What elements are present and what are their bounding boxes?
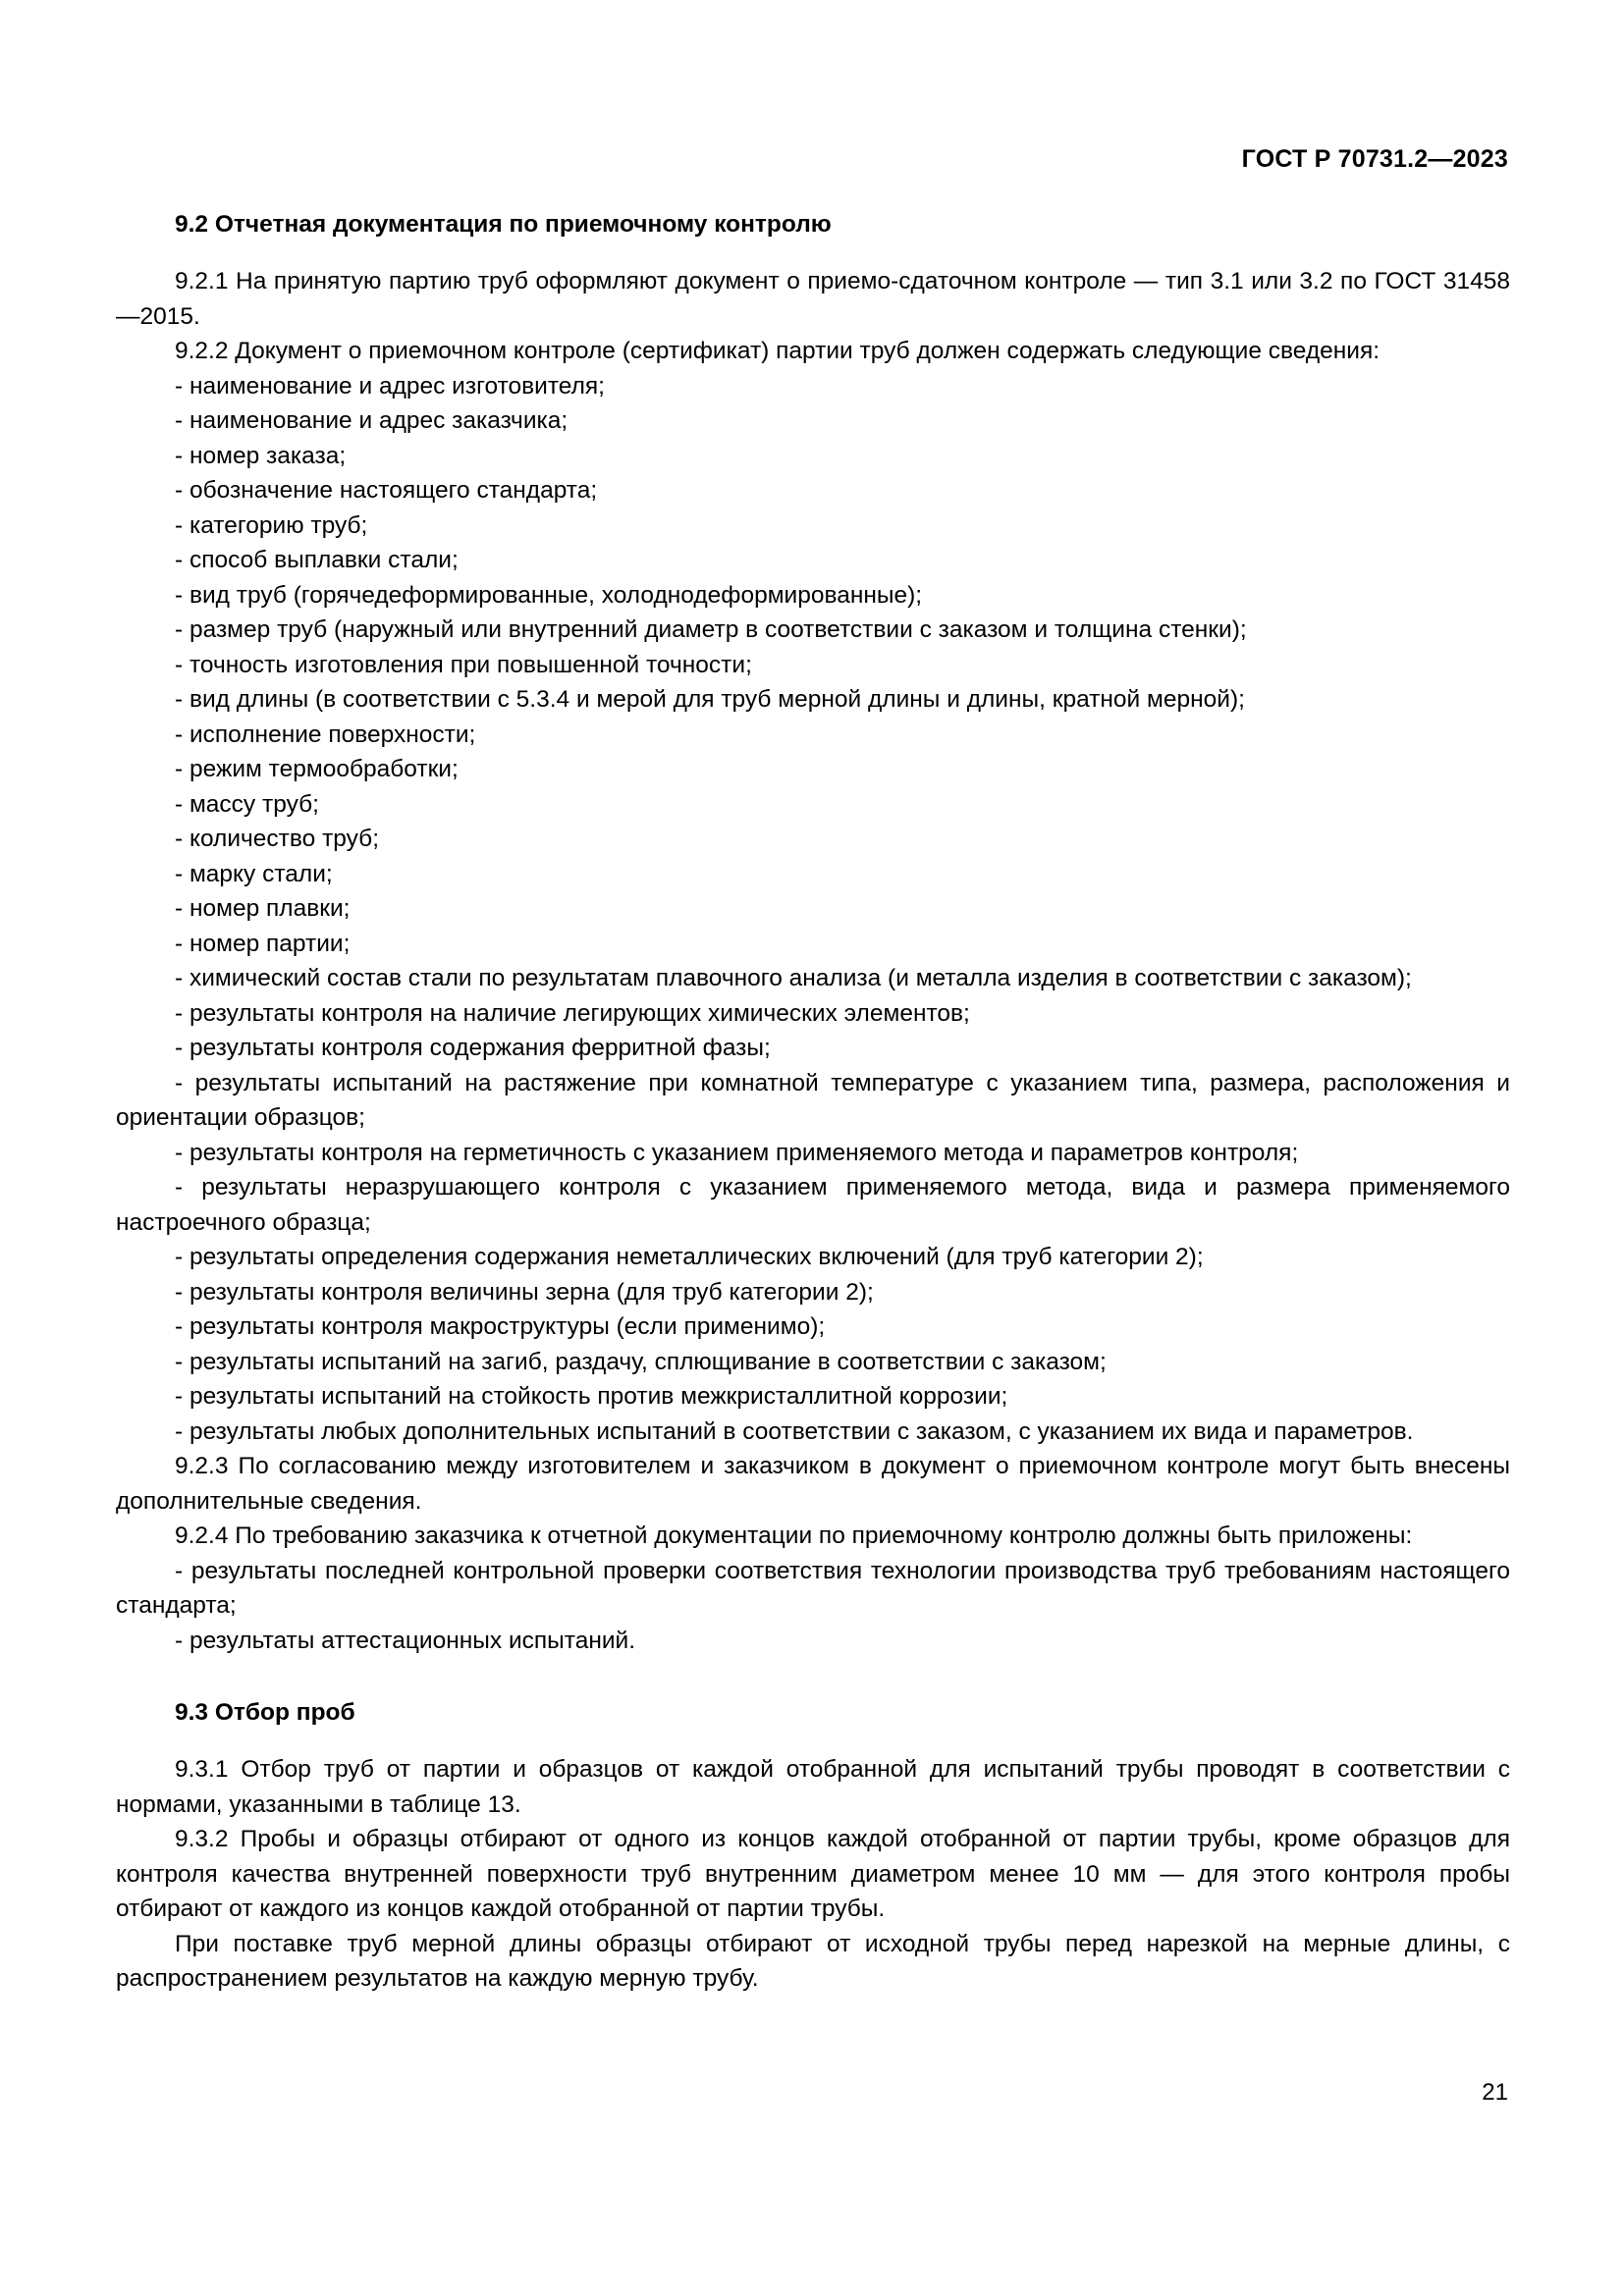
list-item: - результаты контроля макроструктуры (если применимо);: [175, 1313, 826, 1340]
paragraph-9-2-4: 9.2.4 По требованию заказчика к отчетной документации по приемочному контролю должны быть приложены:: [175, 1522, 1413, 1549]
paragraph-9-2-1: 9.2.1 На принятую партию труб оформляют документ о приемо-сдаточном контроле — тип 3.1 или 3.2 по ГОСТ 31458—2015.: [116, 268, 1510, 330]
list-item: - результаты контроля на герметичность с указанием применяемого метода и параметров контроля;: [175, 1139, 1299, 1166]
list-item: - наименование и адрес заказчика;: [175, 407, 568, 434]
list-item: - результаты определения содержания неметаллических включений (для труб категории 2);: [175, 1244, 1204, 1270]
list-item: - результаты аттестационных испытаний.: [175, 1627, 636, 1654]
list-item: - режим термообработки;: [175, 756, 459, 782]
page-header-standard-number: ГОСТ Р 70731.2—2023: [1241, 145, 1508, 173]
paragraph-9-3-1: 9.3.1 Отбор труб от партии и образцов от каждой отобранной для испытаний трубы проводят в соответствии с нормами, указанными в таблице 13.: [116, 1756, 1510, 1818]
list-item: - результаты испытаний на растяжение при комнатной температуре с указанием типа, размера, расположения и ориентации образцов;: [116, 1069, 1510, 1131]
reporting-attachments-list: [116, 1554, 1510, 1659]
list-item: - категорию труб;: [175, 511, 368, 539]
list-item: - номер партии;: [175, 930, 351, 957]
list-item: - номер заказа;: [175, 442, 347, 469]
list-item: - химический состав стали по результатам плавочного анализа (и металла изделия в соответствии с заказом);: [175, 965, 1412, 991]
document-body: [116, 211, 1510, 1997]
list-item: - номер плавки;: [175, 895, 351, 922]
list-item: - массу труб;: [175, 790, 319, 818]
list-item: - результаты контроля на наличие легирующих химических элементов;: [175, 999, 970, 1027]
certificate-content-list: [116, 369, 1510, 1450]
list-item: - точность изготовления при повышенной точности;: [175, 651, 752, 678]
list-item: - обозначение настоящего стандарта;: [175, 477, 598, 504]
page-number: 21: [1482, 2079, 1508, 2106]
list-item: - размер труб (наружный или внутренний диаметр в соответствии с заказом и толщина стенки);: [175, 616, 1247, 643]
list-item: - результаты контроля величины зерна (для труб категории 2);: [175, 1278, 874, 1306]
list-item: - наименование и адрес изготовителя;: [175, 372, 605, 400]
list-item: - количество труб;: [175, 826, 379, 852]
paragraph-9-2-2: 9.2.2 Документ о приемочном контроле (сертификат) партии труб должен содержать следующие сведения:: [175, 338, 1380, 364]
list-item: - вид труб (горячедеформированные, холоднодеформированные);: [175, 581, 923, 609]
list-item: - результаты последней контрольной проверки соответствия технологии производства труб требованиям настоящего стандарта;: [116, 1557, 1510, 1619]
list-item: - результаты любых дополнительных испытаний в соответствии с заказом, с указанием их вида и параметров.: [175, 1417, 1414, 1445]
paragraph-9-2-3: 9.2.3 По согласованию между изготовителем и заказчиком в документ о приемочном контроле могут быть внесены дополнительные сведения.: [116, 1453, 1510, 1515]
list-item: - способ выплавки стали;: [175, 547, 459, 573]
list-item: - результаты контроля содержания ферритной фазы;: [175, 1035, 771, 1061]
list-item: - результаты неразрушающего контроля с указанием применяемого метода, вида и размера применяемого настроечного образца;: [116, 1174, 1510, 1236]
section-heading-9-3: 9.3 Отбор проб: [175, 1699, 355, 1726]
paragraph-9-3-2-note: При поставке труб мерной длины образцы отбирают от исходной трубы перед нарезкой на мерные длины, с распространением результатов на каждую мерную трубу.: [116, 1930, 1510, 1992]
list-item: - вид длины (в соответствии с 5.3.4 и мерой для труб мерной длины и длины, кратной мерной);: [175, 686, 1245, 713]
list-item: - результаты испытаний на стойкость против межкристаллитной коррозии;: [175, 1383, 1008, 1410]
paragraph-9-3-2: 9.3.2 Пробы и образцы отбирают от одного из концов каждой отобранной от партии трубы, кроме образцов для контроля качества внутренней поверхности труб внутренним диаметром менее 10 мм — для этого контроля пробы отбирают от каждого из концов каждой отобранной от партии трубы.: [116, 1826, 1510, 1922]
list-item: - результаты испытаний на загиб, раздачу, сплющивание в соответствии с заказом;: [175, 1348, 1107, 1375]
list-item: - исполнение поверхности;: [175, 721, 476, 748]
section-heading-9-2: 9.2 Отчетная документация по приемочному контролю: [175, 211, 832, 238]
list-item: - марку стали;: [175, 860, 333, 887]
